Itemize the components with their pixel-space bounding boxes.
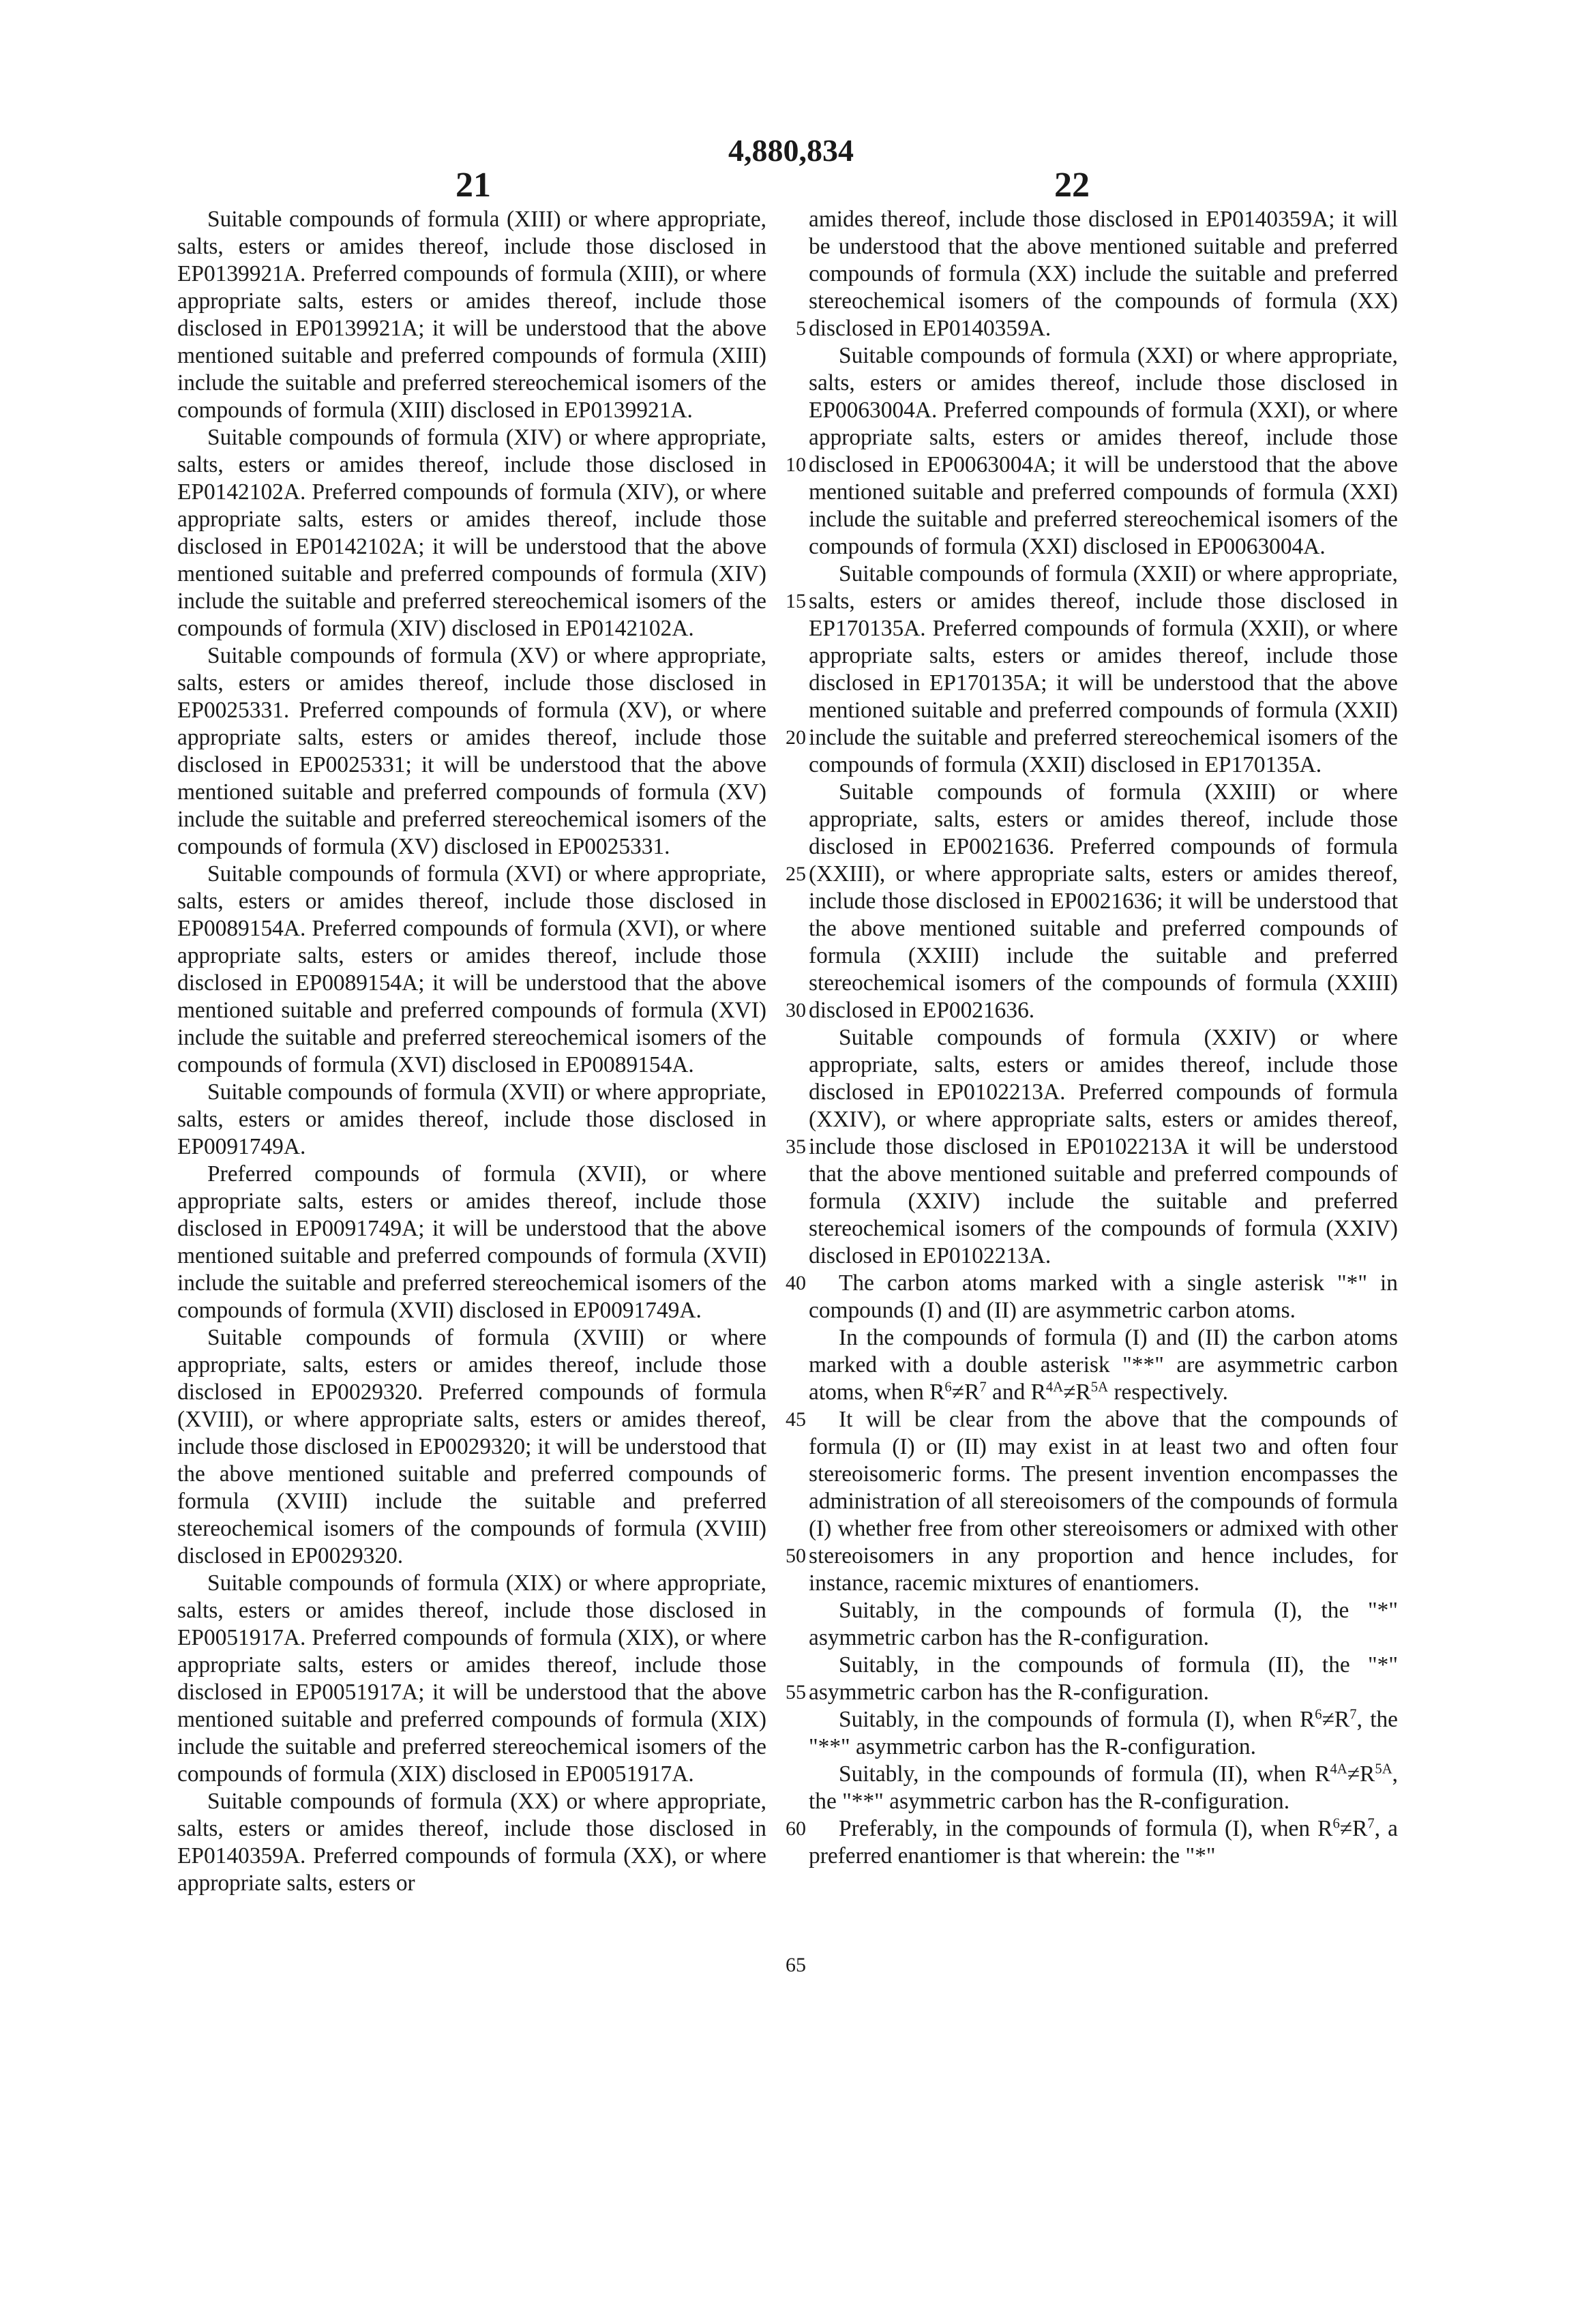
paragraph: Suitable compounds of formula (XIX) or where appropriate, salts, esters or amides thereof, include those disclosed in EP0051917A. Preferred compounds of formula (XIX), or where appropriate salts, esters or amides thereof, include those disclosed in EP0051917A; it will be understood that the above mentioned suitable and preferred compounds of formula (XIX) include the suitable and preferred stereochemical isomers of the compounds of formula (XIX) disclosed in EP0051917A. [177, 1570, 766, 1787]
text-run: , a preferred enantiomer is that wherein: the "*" [809, 1816, 1398, 1868]
line-number: 60 [786, 1817, 806, 1840]
superscript: 6 [1315, 1707, 1322, 1723]
left-column [177, 206, 766, 1897]
paragraph: Suitable compounds of formula (XIV) or where appropriate, salts, esters or amides thereof, include those disclosed in EP0142102A. Preferred compounds of formula (XIV), or where appropriate salts, esters or amides thereof, include those disclosed in EP0142102A; it will be understood that the above mentioned suitable and preferred compounds of formula (XIV) include the suitable and preferred stereochemical isomers of the compounds of formula (XIV) disclosed in EP0142102A. [177, 425, 766, 641]
paragraph: Suitable compounds of formula (XVI) or where appropriate, salts, esters or amides thereof, include those disclosed in EP0089154A. Preferred compounds of formula (XVI), or where appropriate salts, esters or amides thereof, include those disclosed in EP0089154A; it will be understood that the above mentioned suitable and preferred compounds of formula (XVI) include the suitable and preferred stereochemical isomers of the compounds of formula (XVI) disclosed in EP0089154A. [177, 861, 766, 1077]
superscript: 4A [1330, 1761, 1347, 1777]
page-number-left: 21 [456, 166, 491, 205]
superscript: 5A [1090, 1380, 1109, 1395]
page-number-right: 22 [1054, 166, 1090, 205]
line-number: 20 [786, 726, 806, 749]
superscript: 7 [979, 1380, 987, 1395]
superscript: 7 [1367, 1816, 1375, 1832]
text-run: ≠R [1339, 1816, 1368, 1841]
line-number: 65 [786, 1954, 806, 1976]
paragraph: Suitable compounds of formula (XX) or where appropriate, salts, esters or amides thereof, include those disclosed in EP0140359A. Preferred compounds of formula (XX), or where appropriate salts, esters or [177, 1789, 766, 1896]
right-column [809, 206, 1398, 1870]
line-number: 30 [786, 999, 806, 1022]
superscript: 7 [1349, 1707, 1357, 1723]
paragraph: amides thereof, include those disclosed in EP0140359A; it will be understood that the above mentioned suitable and preferred compounds of formula (XX) include the suitable and preferred stereochemical isomers of the compounds of formula (XX) disclosed in EP0140359A. [809, 207, 1398, 341]
superscript: 4A [1045, 1380, 1064, 1395]
paragraph [809, 1706, 1398, 1761]
superscript: 5A [1375, 1761, 1392, 1777]
paragraph: Preferred compounds of formula (XVII), or where appropriate salts, esters or amides thereof, include those disclosed in EP0091749A; it will be understood that the above mentioned suitable and preferred compounds of formula (XVII) include the suitable and preferred stereochemical isomers of the compounds of formula (XVII) disclosed in EP0091749A. [177, 1161, 766, 1323]
text-run: Suitably, in the compounds of formula (II), when R [839, 1761, 1330, 1787]
line-number: 25 [786, 863, 806, 885]
paragraph: Suitably, in the compounds of formula (I), the "*" asymmetric carbon has the R-configuration. [809, 1598, 1398, 1650]
text-run: ≠R [1063, 1380, 1091, 1405]
line-number: 45 [786, 1408, 806, 1431]
line-number: 5 [796, 317, 806, 340]
paragraph [809, 1815, 1398, 1870]
line-number: 35 [786, 1135, 806, 1158]
line-number: 55 [786, 1681, 806, 1703]
paragraph: Suitable compounds of formula (XXII) or where appropriate, salts, esters or amides thereof, include those disclosed in EP170135A. Preferred compounds of formula (XXII), or where appropriate salts, esters or amides thereof, include those disclosed in EP170135A; it will be understood that the above mentioned suitable and preferred compounds of formula (XXII) include the suitable and preferred stereochemical isomers of the compounds of formula (XXII) disclosed in EP170135A. [809, 561, 1398, 777]
text-run: and R [986, 1380, 1046, 1405]
paragraph [809, 1761, 1398, 1815]
paragraph: The carbon atoms marked with a single asterisk "*" in compounds (I) and (II) are asymmetric carbon atoms. [809, 1270, 1398, 1323]
text-run: Suitably, in the compounds of formula (I), when R [839, 1707, 1315, 1732]
line-number: 15 [786, 590, 806, 612]
line-number: 40 [786, 1272, 806, 1294]
paragraph: Suitable compounds of formula (XVIII) or where appropriate, salts, esters or amides thereof, include those disclosed in EP0029320. Preferred compounds of formula (XVIII), or where appropriate salts, esters or amides thereof, include those disclosed in EP0029320; it will be understood that the above mentioned suitable and preferred compounds of formula (XVIII) include the suitable and preferred stereochemical isomers of the compounds of formula (XVIII) disclosed in EP0029320. [177, 1325, 766, 1568]
paragraph: Suitable compounds of formula (XXIII) or where appropriate, salts, esters or amides thereof, include those disclosed in EP0021636. Preferred compounds of formula (XXIII), or where appropriate salts, esters or amides thereof, include those disclosed in EP0021636; it will be understood that the above mentioned suitable and preferred compounds of formula (XXIII) include the suitable and preferred stereochemical isomers of the compounds of formula (XXIII) disclosed in EP0021636. [809, 779, 1398, 1023]
paragraph: Suitable compounds of formula (XV) or where appropriate, salts, esters or amides thereof, include those disclosed in EP0025331. Preferred compounds of formula (XV), or where appropriate salts, esters or amides thereof, include those disclosed in EP0025331; it will be understood that the above mentioned suitable and preferred compounds of formula (XV) include the suitable and preferred stereochemical isomers of the compounds of formula (XV) disclosed in EP0025331. [177, 643, 766, 859]
text-run: ≠R [1347, 1761, 1375, 1787]
paragraph: Suitable compounds of formula (XVII) or where appropriate, salts, esters or amides thereof, include those disclosed in EP0091749A. [177, 1079, 766, 1159]
superscript: 6 [944, 1380, 952, 1395]
text-run: , the "**" asymmetric carbon has the R-configuration. [809, 1761, 1398, 1814]
text-run: Preferably, in the compounds of formula (I), when R [839, 1816, 1333, 1841]
paragraph: It will be clear from the above that the compounds of formula (I) or (II) may exist in at least two and often four stereoisomeric forms. The present invention encompasses the administration of all stereoisomers of the compounds of formula (I) whether free from other stereoisomers or admixed with other stereoisomers in any proportion and hence includes, for instance, racemic mixtures of enantiomers. [809, 1407, 1398, 1596]
paragraph [809, 1324, 1398, 1406]
text-run: ≠R [951, 1380, 980, 1405]
paragraph: Suitable compounds of formula (XIII) or where appropriate, salts, esters or amides thereof, include those disclosed in EP0139921A. Preferred compounds of formula (XIII), or where appropriate salts, esters or amides thereof, include those disclosed in EP0139921A; it will be understood that the above mentioned suitable and preferred compounds of formula (XIII) include the suitable and preferred stereochemical isomers of the compounds of formula (XIII) disclosed in EP0139921A. [177, 207, 766, 423]
superscript: 6 [1332, 1816, 1340, 1832]
line-number: 10 [786, 453, 806, 476]
text-run: , the "**" asymmetric carbon has the R-configuration. [809, 1707, 1398, 1759]
text-run: respectively. [1108, 1380, 1228, 1405]
paragraph: Suitable compounds of formula (XXIV) or where appropriate, salts, esters or amides thereof, include those disclosed in EP0102213A. Preferred compounds of formula (XXIV), or where appropriate salts, esters or amides thereof, include those disclosed in EP0102213A it will be understood that the above mentioned suitable and preferred compounds of formula (XXIV) include the suitable and preferred stereochemical isomers of the compounds of formula (XXIV) disclosed in EP0102213A. [809, 1025, 1398, 1268]
text-run: ≠R [1322, 1707, 1350, 1732]
line-number: 50 [786, 1545, 806, 1567]
text-run: In the compounds of formula (I) and (II) the carbon atoms marked with a double asterisk "**" are asymmetric carbon atoms, when R [809, 1325, 1398, 1405]
paragraph: Suitably, in the compounds of formula (II), the "*" asymmetric carbon has the R-configuration. [809, 1652, 1398, 1705]
patent-number: 4,880,834 [728, 133, 854, 168]
paragraph: Suitable compounds of formula (XXI) or where appropriate, salts, esters or amides thereof, include those disclosed in EP0063004A. Preferred compounds of formula (XXI), or where appropriate salts, esters or amides thereof, include those disclosed in EP0063004A; it will be understood that the above mentioned suitable and preferred compounds of formula (XXI) include the suitable and preferred stereochemical isomers of the compounds of formula (XXI) disclosed in EP0063004A. [809, 343, 1398, 559]
